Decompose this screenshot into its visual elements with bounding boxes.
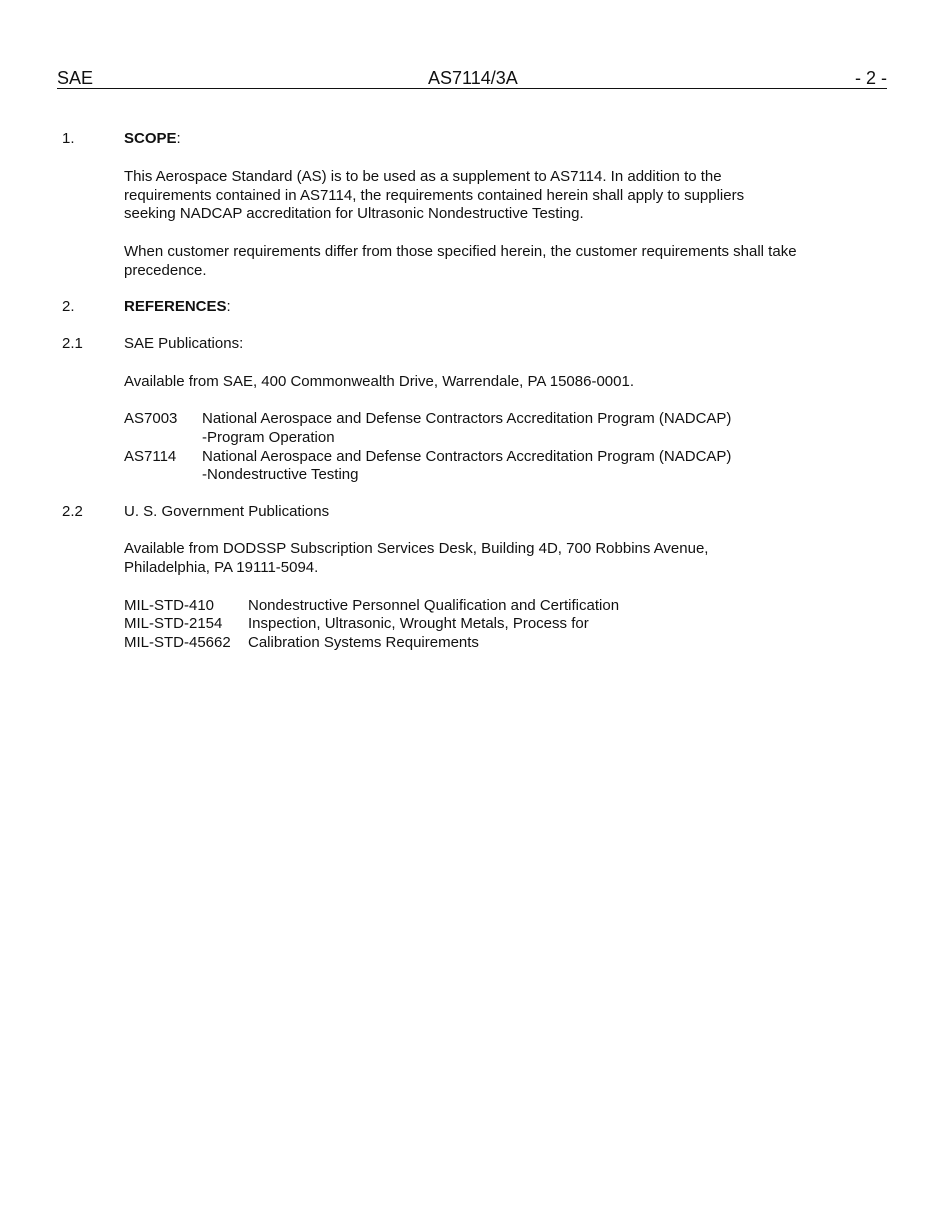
subsection-title: U. S. Government Publications (124, 503, 330, 520)
heading-colon: : (176, 130, 181, 147)
reference-code: MIL-STD-45662 (124, 634, 231, 651)
reference-title: -Nondestructive Testing (202, 466, 359, 483)
reference-code: AS7003 (124, 410, 178, 427)
reference-code: MIL-STD-410 (124, 597, 215, 614)
paragraph-line: seeking NADCAP accreditation for Ultrasonic Nondestructive Testing. (124, 205, 584, 222)
header-rule (57, 88, 887, 89)
section-heading (124, 298, 231, 316)
reference-title: National Aerospace and Defense Contractors Accreditation Program (NADCAP) (202, 410, 732, 427)
availability-text: Available from SAE, 400 Commonwealth Drive, Warrendale, PA 15086-0001. (124, 373, 634, 390)
section-number: 1. (62, 130, 75, 147)
reference-title: -Program Operation (202, 429, 335, 446)
subsection-title: SAE Publications: (124, 335, 244, 352)
availability-text: Available from DODSSP Subscription Services Desk, Building 4D, 700 Robbins Avenue, (124, 540, 709, 557)
reference-title: Calibration Systems Requirements (248, 634, 479, 651)
subsection-number: 2.2 (62, 503, 83, 520)
header-page-number: - 2 - (854, 68, 887, 88)
paragraph-line: precedence. (124, 262, 207, 279)
header-org: SAE (57, 68, 94, 88)
paragraph-line: When customer requirements differ from those specified herein, the customer requirements shall take (124, 243, 797, 260)
section-number: 2. (62, 298, 75, 315)
heading-text: REFERENCES (124, 298, 227, 315)
reference-title: Inspection, Ultrasonic, Wrought Metals, Process for (248, 615, 589, 632)
reference-title: National Aerospace and Defense Contractors Accreditation Program (NADCAP) (202, 448, 732, 465)
heading-text: SCOPE (124, 130, 177, 147)
reference-code: MIL-STD-2154 (124, 615, 223, 632)
subsection-number: 2.1 (62, 335, 83, 352)
reference-title: Nondestructive Personnel Qualification and Certification (248, 597, 620, 614)
section-heading (124, 130, 181, 148)
header-doc-number: AS7114/3A (428, 68, 518, 88)
paragraph-line: requirements contained in AS7114, the requirements contained herein shall apply to suppliers (124, 187, 745, 204)
paragraph-line: This Aerospace Standard (AS) is to be used as a supplement to AS7114. In addition to the (124, 168, 722, 185)
heading-colon: : (226, 298, 231, 315)
availability-text: Philadelphia, PA 19111-5094. (124, 559, 319, 576)
reference-code: AS7114 (124, 448, 177, 465)
